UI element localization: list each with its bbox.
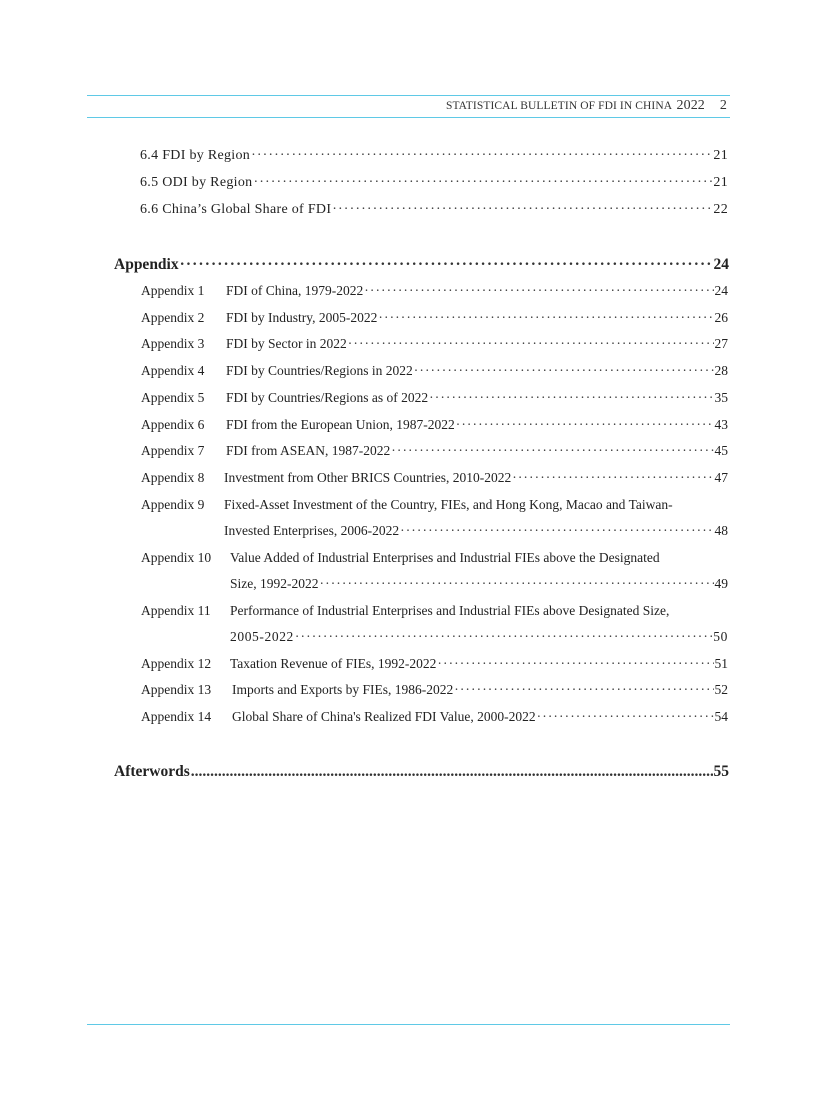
dot-leader: [348, 336, 714, 352]
appendix-title: Imports and Exports by FIEs, 1986-2022: [232, 682, 454, 697]
appendix-title: Global Share of China's Realized FDI Value, 2000-2022: [232, 709, 536, 724]
dot-leader: [537, 709, 714, 725]
toc-entry-afterwords[interactable]: [114, 763, 729, 781]
appendix-title-continued: Invested Enterprises, 2006-2022: [224, 523, 400, 538]
running-header: [87, 97, 727, 115]
toc-entry-page: 52: [714, 682, 728, 697]
dot-leader: [253, 175, 712, 191]
appendix-number: Appendix 6: [141, 417, 205, 432]
appendix-title: FDI from ASEAN, 1987-2022: [226, 443, 391, 458]
toc-entry-page: 22: [713, 202, 728, 217]
toc-entry-6-5[interactable]: [140, 175, 728, 191]
dot-leader: [391, 443, 713, 459]
dot-leader: [251, 148, 712, 164]
dot-leader: [454, 682, 713, 698]
dot-leader: [429, 390, 713, 406]
toc-entry-page: 28: [714, 363, 728, 378]
toc-entry-page: 54: [714, 709, 728, 724]
toc-entry-label: 6.4 FDI by Region: [140, 148, 251, 163]
dot-leader: [437, 656, 713, 672]
toc-entry-appendix-11-first-line[interactable]: [141, 603, 669, 619]
appendix-title: Taxation Revenue of FIEs, 1992-2022: [230, 656, 437, 671]
toc-entry-6-6[interactable]: [140, 202, 728, 218]
appendix-number: Appendix 7: [141, 443, 205, 458]
running-header-year: 2022: [676, 98, 705, 113]
toc-entry-page: 55: [713, 763, 729, 780]
toc-entry-page: 51: [714, 656, 728, 671]
appendix-title-continued: Size, 1992-2022: [230, 576, 319, 591]
appendix-title: Performance of Industrial Enterprises and Industrial FIEs above Designated Size,: [230, 603, 670, 618]
toc-entry-page: 49: [714, 576, 728, 591]
footer-rule: [87, 1024, 730, 1025]
dot-leader: [400, 523, 713, 539]
toc-entry-page: 48: [714, 523, 728, 538]
toc-entry-page: 24: [714, 283, 728, 298]
appendix-title: FDI by Countries/Regions as of 2022: [226, 390, 429, 405]
dot-leader: [456, 417, 714, 433]
toc-entry-page: 43: [714, 417, 728, 432]
toc-entry-page: 27: [714, 336, 728, 351]
toc-entry-appendix-12[interactable]: [141, 656, 728, 672]
toc-entry-label: 6.5 ODI by Region: [140, 175, 253, 190]
toc-entry-appendix-4[interactable]: [141, 363, 728, 379]
header-rule-bottom: [87, 117, 730, 118]
toc-entry-appendix-13[interactable]: [141, 682, 728, 698]
appendix-number: Appendix 14: [141, 709, 212, 724]
toc-entry-6-4[interactable]: [140, 148, 728, 164]
toc-entry-appendix-10[interactable]: [230, 576, 728, 592]
dot-leader: [378, 310, 713, 326]
header-rule-top: [87, 95, 730, 96]
toc-entry-page: 24: [713, 256, 729, 273]
toc-entry-appendix-5[interactable]: [141, 390, 728, 406]
toc-entry-appendix-9-first-line[interactable]: [141, 497, 673, 513]
appendix-number: Appendix 11: [141, 603, 211, 618]
appendix-title: Investment from Other BRICS Countries, 2010-2022: [224, 470, 512, 485]
toc-entry-page: 26: [714, 310, 728, 325]
dot-leader: [191, 763, 713, 781]
appendix-number: Appendix 10: [141, 550, 212, 565]
toc-entry-appendix-11[interactable]: [230, 629, 728, 645]
appendix-number: Appendix 12: [141, 656, 212, 671]
appendix-number: Appendix 4: [141, 363, 205, 378]
toc-entry-page: 21: [713, 175, 728, 190]
appendix-title: FDI of China, 1979-2022: [226, 283, 364, 298]
toc-entry-appendix-14[interactable]: [141, 709, 728, 725]
running-header-title: STATISTICAL BULLETIN OF FDI IN CHINA: [445, 100, 672, 112]
dot-leader: [320, 576, 714, 592]
appendix-title: Fixed-Asset Investment of the Country, FIEs, and Hong Kong, Macao and Taiwan-: [224, 497, 673, 512]
dot-leader: [295, 629, 712, 645]
appendix-title-continued: 2005-2022: [230, 629, 294, 644]
toc-entry-appendix[interactable]: [114, 256, 729, 274]
toc-entry-label: Afterwords: [114, 763, 190, 780]
toc-entry-label: Appendix: [114, 256, 179, 273]
dot-leader: [180, 256, 713, 274]
appendix-title: FDI by Industry, 2005-2022: [226, 310, 378, 325]
toc-entry-page: 21: [713, 148, 728, 163]
toc-entry-page: 47: [714, 470, 728, 485]
appendix-number: Appendix 2: [141, 310, 205, 325]
toc-entry-appendix-9[interactable]: [224, 523, 728, 539]
toc-entry-label: 6.6 China’s Global Share of FDI: [140, 202, 332, 217]
toc-entry-page: 45: [714, 443, 728, 458]
dot-leader: [414, 363, 714, 379]
toc-entry-page: 50: [713, 629, 728, 644]
toc-entry-page: 35: [714, 390, 728, 405]
toc-entry-appendix-2[interactable]: [141, 310, 728, 326]
page-number: 2: [719, 98, 727, 113]
appendix-number: Appendix 9: [141, 497, 205, 512]
appendix-title: FDI from the European Union, 1987-2022: [226, 417, 455, 432]
appendix-title: FDI by Countries/Regions in 2022: [226, 363, 413, 378]
toc-entry-appendix-1[interactable]: [141, 283, 728, 299]
toc-entry-appendix-3[interactable]: [141, 336, 728, 352]
toc-entry-appendix-7[interactable]: [141, 443, 728, 459]
toc-entry-appendix-6[interactable]: [141, 417, 728, 433]
dot-leader: [512, 470, 713, 486]
dot-leader: [364, 283, 713, 299]
appendix-number: Appendix 3: [141, 336, 205, 351]
appendix-number: Appendix 13: [141, 682, 212, 697]
dot-leader: [332, 202, 712, 218]
appendix-number: Appendix 5: [141, 390, 205, 405]
appendix-number: Appendix 8: [141, 470, 205, 485]
appendix-title: FDI by Sector in 2022: [226, 336, 347, 351]
toc-entry-appendix-8[interactable]: [141, 470, 728, 486]
toc-entry-appendix-10-first-line[interactable]: [141, 550, 660, 566]
appendix-title: Value Added of Industrial Enterprises and Industrial FIEs above the Designated: [230, 550, 660, 565]
appendix-number: Appendix 1: [141, 283, 205, 298]
